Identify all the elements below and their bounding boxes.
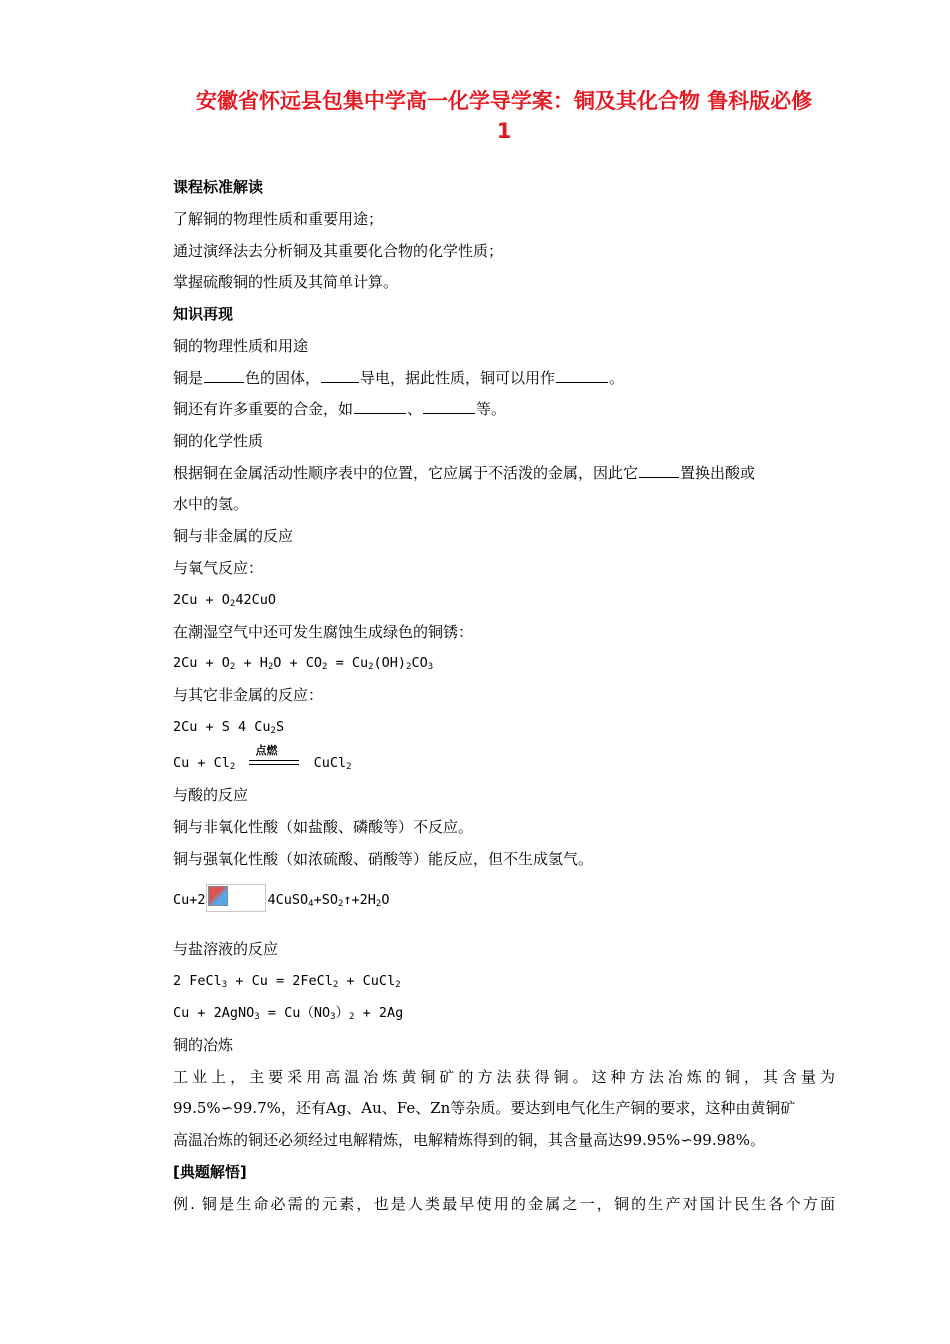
- equation-2: $2Cu + O_2 + H_2O + CO_2 = Cu_2(OH)_2CO_3$: [173, 655, 434, 672]
- equation-1: $2Cu + O_242CuO$: [173, 592, 276, 609]
- subheading-acid: 与酸的反应: [173, 786, 249, 804]
- fill-blank[interactable]: [321, 368, 359, 383]
- reaction-condition-arrow: [249, 744, 299, 773]
- subheading-other-nonmetal: 与其它非金属的反应：: [173, 686, 324, 704]
- chemical-paragraph-line-1: 根据铜在金属活动性顺序表中的位置，它应属于不活泼的金属，因此它 置换出酸或: [173, 464, 756, 482]
- title-line-1: 安徽省怀远县包集中学高一化学导学案：铜及其化合物 鲁科版必修: [195, 89, 813, 113]
- rust-text: 在潮湿空气中还可发生腐蚀生成绿色的铜锈：: [173, 623, 474, 641]
- fill-blank[interactable]: [354, 399, 406, 414]
- equation-7: Cu + 2AgNO$_3$ = $Cu(NO_3)_2 + 2Ag$: [173, 1005, 404, 1022]
- example-paragraph-line-1: 例. 铜是生命必需的元素，也是人类最早使用的金属之一，铜的生产对国计民生各个方面: [173, 1195, 835, 1213]
- section-heading-knowledge: 知识再现: [173, 305, 234, 323]
- acid-text-1: 铜与非氧化性酸（如盐酸、磷酸等）不反应。: [173, 818, 474, 836]
- fill-blank[interactable]: [639, 463, 679, 478]
- standard-item-3: 掌握硫酸铜的性质及其简单计算。: [173, 273, 399, 291]
- section-heading-example: [典题解悟]: [173, 1163, 247, 1181]
- fill-blank[interactable]: [423, 399, 475, 414]
- subheading-physical: 铜的物理性质和用途: [173, 337, 309, 355]
- standard-item-1: 了解铜的物理性质和重要用途；: [173, 210, 384, 228]
- reaction-condition-label: 点燃: [255, 744, 278, 757]
- document-title: [160, 86, 848, 146]
- acid-text-2: 铜与强氧化性酸（如浓硫酸、硝酸等）能反应，但不生成氢气。: [173, 850, 594, 868]
- equation-4: $Cu + Cl_2$ 点燃 CuCl$_2$: [173, 753, 835, 773]
- equation-5: Cu+2 $4CuSO_4+SO_2↑+2H_2O$: [173, 884, 835, 912]
- fill-blank[interactable]: [204, 368, 244, 383]
- smelting-paragraph-line-3: 高温冶炼的铜还必须经过电解精炼，电解精炼得到的铜，其含量高达99.95%∽99.98%。: [173, 1131, 765, 1149]
- equation-6: 2 FeCl$_3$ + Cu = 2FeCl$_2$ + CuCl$_2$: [173, 973, 401, 990]
- section-heading-standards: 课程标准解读: [173, 178, 264, 196]
- subheading-oxygen: 与氧气反应：: [173, 559, 264, 577]
- physical-fill-in-2: 铜还有许多重要的合金，如 、 等。: [173, 400, 507, 418]
- subheading-nonmetal: 铜与非金属的反应: [173, 527, 294, 545]
- subheading-chemical: 铜的化学性质: [173, 432, 264, 450]
- title-line-2: 1: [496, 119, 512, 143]
- smelting-paragraph-line-2: 99.5%∽99.7%，还有Ag、Au、Fe、Zn等杂质。要达到电气化生产铜的要求，这种由黄铜矿: [173, 1099, 796, 1117]
- standard-item-2: 通过演绎法去分析铜及其重要化合物的化学性质；: [173, 242, 504, 260]
- broken-image-placeholder: [206, 884, 266, 912]
- subheading-salt: 与盐溶液的反应: [173, 940, 279, 958]
- smelting-paragraph-line-1: 工业上，主要采用高温冶炼黄铜矿的方法获得铜。这种方法冶炼的铜，其含量为: [173, 1068, 835, 1086]
- broken-image-icon: [208, 886, 228, 906]
- fill-blank[interactable]: [556, 368, 608, 383]
- physical-fill-in-1: 铜是 色的固体， 导电，据此性质，铜可以用作 。: [173, 369, 625, 387]
- subheading-smelting: 铜的冶炼: [173, 1036, 234, 1054]
- chemical-paragraph-line-2: 水中的氢。: [173, 495, 249, 513]
- equation-3: 2Cu + S 4 $Cu_2S$: [173, 719, 285, 736]
